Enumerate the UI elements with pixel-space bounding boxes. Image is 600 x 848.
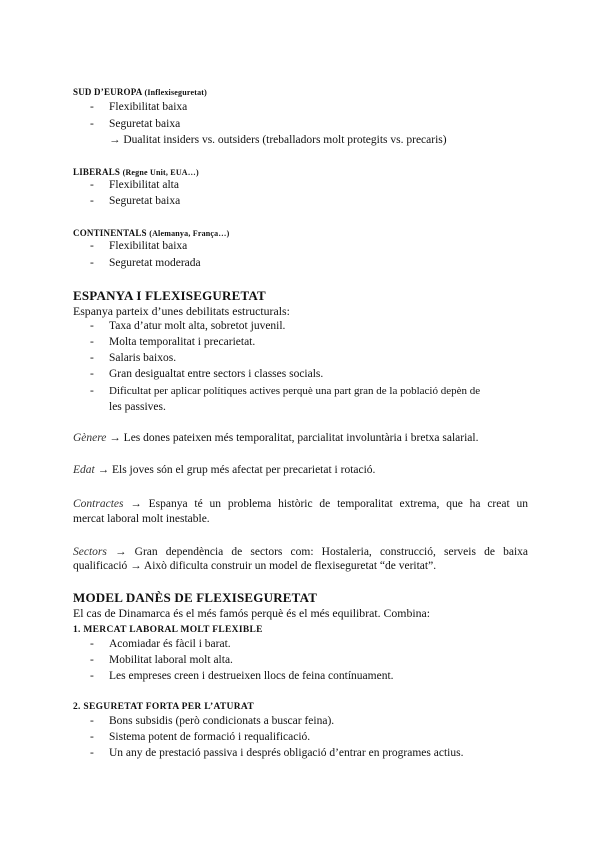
- section-heading-liberals: [73, 167, 199, 177]
- heading-text: CONTINENTALS: [73, 228, 147, 238]
- paragraph-lead: Sectors: [73, 546, 107, 558]
- bullet-dash: -: [90, 336, 94, 348]
- bullet-dash: -: [90, 320, 94, 332]
- paragraph-text: → Gran dependència de sectors com: Hostaleria, construcció, serveis de baixa: [106, 546, 528, 558]
- heading-paren: (Inflexiseguretat): [144, 88, 208, 97]
- section-heading-danes: MODEL DANÈS DE FLEXISEGURETAT: [73, 590, 318, 605]
- list-item: Bons subsidis (però condicionats a buscar feina).: [109, 715, 335, 727]
- bullet-dash: -: [90, 257, 94, 269]
- bullet-dash: -: [90, 240, 94, 252]
- bullet-dash: -: [90, 654, 94, 666]
- list-item: Seguretat baixa: [109, 195, 181, 207]
- bullet-dash: -: [90, 731, 94, 743]
- list-subitem: → Dualitat insiders vs. outsiders (treballadors molt protegits vs. precaris): [109, 134, 447, 146]
- heading-text: LIBERALS: [73, 167, 121, 177]
- paragraph-text: → Espanya té un problema històric de temporalitat extrema, que ha creat un: [123, 498, 528, 510]
- list-item: Seguretat moderada: [109, 257, 201, 269]
- list-item: Dificultat per aplicar polítiques actives perquè una part gran de la població depèn de: [109, 385, 481, 397]
- section-intro: El cas de Dinamarca és el més famós perquè és el més equilibrat. Combina:: [73, 606, 431, 620]
- bullet-dash: -: [90, 101, 94, 113]
- bullet-dash: -: [90, 638, 94, 650]
- section-heading-continentals: [73, 228, 229, 238]
- bullet-dash: -: [90, 352, 94, 364]
- list-item: Acomiadar és fàcil i barat.: [109, 638, 231, 650]
- section-heading-sud-europa: [73, 87, 207, 97]
- heading-text: SUD D’EUROPA: [73, 87, 142, 97]
- paragraph-lead: Gènere: [73, 432, 107, 444]
- paragraph-lead: Contractes: [73, 498, 124, 510]
- heading-paren: (Alemanya, França…): [149, 229, 230, 238]
- bullet-dash: -: [90, 670, 94, 682]
- list-item: Les empreses creen i destrueixen llocs de feina contínuament.: [109, 670, 394, 682]
- list-item: Mobilitat laboral molt alta.: [109, 654, 233, 666]
- bullet-dash: -: [90, 715, 94, 727]
- list-item: Flexibilitat baixa: [109, 101, 188, 113]
- paragraph-sectors: [73, 544, 528, 561]
- section-heading-espanya: ESPANYA I FLEXISEGURETAT: [73, 288, 266, 303]
- list-item: Un any de prestació passiva i després obligació d’entrar en programes actius.: [109, 747, 464, 759]
- list-item: Taxa d’atur molt alta, sobretot juvenil.: [109, 320, 286, 332]
- bullet-dash: -: [90, 179, 94, 191]
- paragraph-sectors-cont: qualificació → Això dificulta construir un model de flexiseguretat “de veritat”.: [73, 560, 437, 572]
- list-item: Sistema potent de formació i requalificació.: [109, 731, 311, 743]
- paragraph-lead: Edat: [73, 464, 95, 476]
- list-item: Salaris baixos.: [109, 352, 177, 364]
- bullet-dash: -: [90, 385, 94, 397]
- bullet-dash: -: [90, 368, 94, 380]
- list-item: Seguretat baixa: [109, 118, 181, 130]
- list-item: Molta temporalitat i precarietat.: [109, 336, 256, 348]
- paragraph-genere: [73, 432, 478, 444]
- bullet-dash: -: [90, 195, 94, 207]
- bullet-dash: -: [90, 118, 94, 130]
- paragraph-text: → Les dones pateixen més temporalitat, parcialitat involuntària i bretxa salarial.: [106, 432, 479, 444]
- paragraph-contractes: [73, 496, 528, 513]
- paragraph-contractes-cont: mercat laboral molt inestable.: [73, 513, 210, 525]
- section-intro: Espanya parteix d’unes debilitats estructurals:: [73, 304, 290, 318]
- list-item: Flexibilitat baixa: [109, 240, 188, 252]
- list-item-continuation: les passives.: [109, 401, 166, 413]
- paragraph-edat: [73, 464, 375, 476]
- paragraph-text: → Els joves són el grup més afectat per precarietat i rotació.: [94, 464, 376, 476]
- list-item: Flexibilitat alta: [109, 179, 179, 191]
- subsection-heading-2: 2. SEGURETAT FORTA PER L’ATURAT: [73, 702, 254, 712]
- bullet-dash: -: [90, 747, 94, 759]
- heading-paren: (Regne Unit, EUA…): [122, 168, 199, 177]
- list-item: Gran desigualtat entre sectors i classes socials.: [109, 368, 324, 380]
- subsection-heading-1: 1. MERCAT LABORAL MOLT FLEXIBLE: [73, 625, 263, 635]
